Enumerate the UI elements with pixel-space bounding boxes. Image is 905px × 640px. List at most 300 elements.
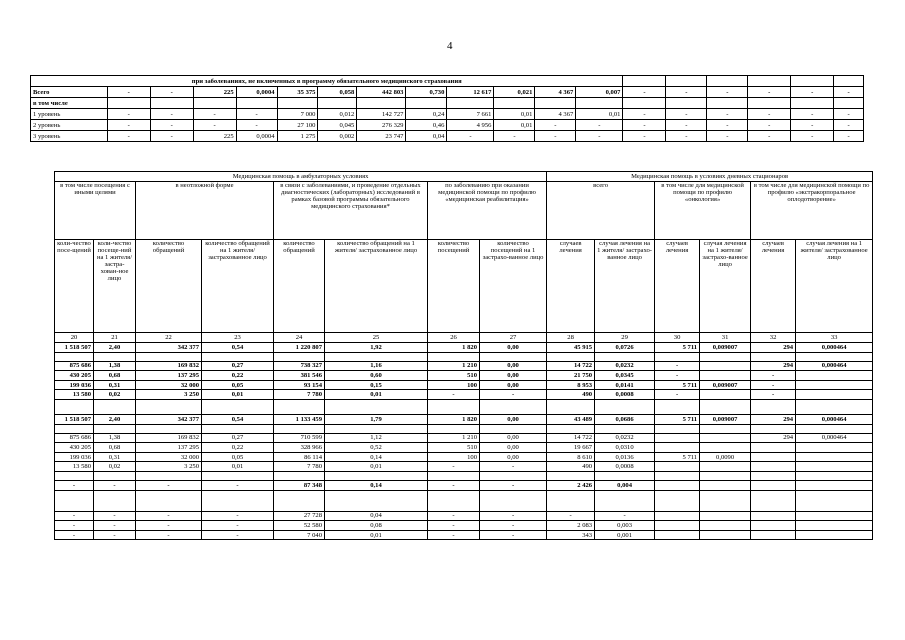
table-cell bbox=[796, 521, 873, 531]
table-cell: 19 667 bbox=[547, 443, 595, 453]
table-cell bbox=[595, 471, 655, 480]
table-cell: - bbox=[55, 480, 94, 490]
top-table-row bbox=[31, 120, 864, 131]
table-cell: - bbox=[55, 511, 94, 521]
table-cell: 875 686 bbox=[55, 433, 94, 443]
table-cell: 0,0008 bbox=[595, 462, 655, 472]
table-cell: - bbox=[576, 120, 623, 131]
table-row bbox=[55, 399, 873, 414]
table-cell bbox=[136, 352, 202, 361]
table-cell: 7 040 bbox=[274, 530, 325, 540]
column-number-row bbox=[55, 333, 873, 343]
table-cell: 0,27 bbox=[202, 361, 274, 371]
table-cell: 0,007 bbox=[576, 87, 623, 98]
table-cell: 0,004 bbox=[595, 480, 655, 490]
table-cell: 0,00 bbox=[480, 433, 547, 443]
table-cell: - bbox=[193, 109, 236, 120]
table-cell: 7 000 bbox=[277, 109, 318, 120]
table-cell: 0,02 bbox=[94, 462, 136, 472]
table-cell: - bbox=[150, 109, 193, 120]
table-cell: - bbox=[791, 109, 834, 120]
table-cell: 0,058 bbox=[318, 87, 357, 98]
table-cell: - bbox=[94, 530, 136, 540]
table-cell: - bbox=[666, 109, 707, 120]
table-row bbox=[55, 414, 873, 424]
table-cell: - bbox=[751, 390, 796, 400]
table-cell: - bbox=[136, 521, 202, 531]
table-cell: - bbox=[707, 109, 748, 120]
table-cell bbox=[791, 98, 834, 109]
table-cell: 45 915 bbox=[547, 343, 595, 353]
table-cell: - bbox=[236, 109, 277, 120]
table-cell: 0,60 bbox=[325, 371, 428, 381]
table-cell: 0,000464 bbox=[796, 414, 873, 424]
table-cell bbox=[193, 98, 236, 109]
table-cell bbox=[796, 452, 873, 462]
table-cell bbox=[325, 490, 428, 511]
table-cell: 1 133 459 bbox=[274, 414, 325, 424]
table-cell: 490 bbox=[547, 390, 595, 400]
table-cell: - bbox=[107, 131, 150, 142]
table-cell bbox=[136, 471, 202, 480]
column-header: случаев лечения bbox=[547, 240, 595, 333]
table-cell: 5 711 bbox=[655, 343, 700, 353]
table-cell: 12 617 bbox=[447, 87, 494, 98]
table-cell bbox=[796, 480, 873, 490]
table-cell bbox=[666, 98, 707, 109]
table-cell bbox=[55, 471, 94, 480]
table-cell bbox=[751, 490, 796, 511]
table-row bbox=[55, 443, 873, 453]
column-number: 31 bbox=[700, 333, 751, 343]
table-cell: 0,22 bbox=[202, 371, 274, 381]
column-header: коли-чество посеще-ний на 1 жителя/ застра-хован-ное лицо bbox=[94, 240, 136, 333]
table-cell: - bbox=[150, 87, 193, 98]
table-cell: 0,02 bbox=[94, 390, 136, 400]
table-cell: 4 956 bbox=[447, 120, 494, 131]
group-header-row bbox=[55, 172, 873, 182]
table-cell bbox=[325, 424, 428, 433]
table-cell: - bbox=[666, 87, 707, 98]
sub-header: в том числе для медицинской помощи по профилю «экстракорпоральное оплодотворение» bbox=[751, 182, 873, 240]
sub-header: по заболеванию при оказании медицинской помощи по профилю «медицинская реабилитация» bbox=[428, 182, 547, 240]
table-cell bbox=[277, 98, 318, 109]
table-cell: 0,00 bbox=[480, 380, 547, 390]
table-cell: 4 367 bbox=[535, 87, 576, 98]
table-cell bbox=[700, 424, 751, 433]
table-cell bbox=[55, 399, 94, 414]
column-header-row bbox=[55, 240, 873, 333]
table-cell bbox=[655, 471, 700, 480]
table-cell bbox=[325, 471, 428, 480]
table-cell: 1 518 507 bbox=[55, 414, 94, 424]
table-cell: 0,730 bbox=[406, 87, 447, 98]
table-cell bbox=[595, 399, 655, 414]
table-cell: 0,045 bbox=[318, 120, 357, 131]
table-cell: 0,009007 bbox=[700, 414, 751, 424]
table-cell: 1,79 bbox=[325, 414, 428, 424]
table-cell bbox=[595, 424, 655, 433]
table-cell bbox=[428, 399, 480, 414]
table-cell bbox=[107, 98, 150, 109]
table-cell bbox=[655, 443, 700, 453]
table-cell bbox=[94, 399, 136, 414]
table-cell: 328 966 bbox=[274, 443, 325, 453]
table-cell: 430 205 bbox=[55, 443, 94, 453]
table-cell bbox=[700, 462, 751, 472]
table-cell bbox=[796, 352, 873, 361]
table-cell: 199 036 bbox=[55, 452, 94, 462]
table-cell: - bbox=[107, 87, 150, 98]
table-cell: - bbox=[834, 87, 864, 98]
table-cell bbox=[55, 352, 94, 361]
table-cell: 510 bbox=[428, 443, 480, 453]
table-cell: - bbox=[193, 120, 236, 131]
table-cell: 342 377 bbox=[136, 343, 202, 353]
table-cell bbox=[751, 352, 796, 361]
table-cell bbox=[796, 490, 873, 511]
table-cell: 14 722 bbox=[547, 361, 595, 371]
table-row bbox=[55, 352, 873, 361]
table-cell: - bbox=[494, 131, 535, 142]
table-row bbox=[55, 452, 873, 462]
table-cell: 2,40 bbox=[94, 414, 136, 424]
row-label: 3 уровень bbox=[31, 131, 108, 142]
column-header: случая лечения на 1 жителя/ застрахо-ванное лицо bbox=[700, 240, 751, 333]
table-cell: 100 bbox=[428, 380, 480, 390]
table-cell bbox=[751, 511, 796, 521]
table-cell: - bbox=[623, 131, 666, 142]
column-number: 26 bbox=[428, 333, 480, 343]
table-cell bbox=[623, 98, 666, 109]
table-cell: - bbox=[55, 521, 94, 531]
table-cell bbox=[136, 424, 202, 433]
table-cell: 1,12 bbox=[325, 433, 428, 443]
table-cell: - bbox=[707, 87, 748, 98]
table-cell: - bbox=[623, 87, 666, 98]
table-cell: 0,24 bbox=[406, 109, 447, 120]
table-row bbox=[55, 511, 873, 521]
table-cell: 32 000 bbox=[136, 380, 202, 390]
table-cell bbox=[834, 98, 864, 109]
table-cell: 13 580 bbox=[55, 390, 94, 400]
table-cell: 0,009007 bbox=[700, 380, 751, 390]
table-cell: - bbox=[428, 530, 480, 540]
table-cell bbox=[655, 530, 700, 540]
table-cell: 0,000464 bbox=[796, 361, 873, 371]
table-cell: 0,01 bbox=[494, 120, 535, 131]
sub-header-row bbox=[55, 182, 873, 240]
table-cell bbox=[700, 352, 751, 361]
table-cell bbox=[700, 399, 751, 414]
table-row bbox=[55, 471, 873, 480]
table-cell: 1,16 bbox=[325, 361, 428, 371]
table-cell: 2 083 bbox=[547, 521, 595, 531]
table-cell bbox=[202, 424, 274, 433]
table-cell: 43 489 bbox=[547, 414, 595, 424]
table-cell: 1 210 bbox=[428, 433, 480, 443]
column-header: количество обращений bbox=[136, 240, 202, 333]
table-cell bbox=[751, 399, 796, 414]
table-cell: 35 375 bbox=[277, 87, 318, 98]
table-cell: - bbox=[480, 480, 547, 490]
table-cell bbox=[751, 521, 796, 531]
table-cell: 0,01 bbox=[325, 530, 428, 540]
table-cell: 1,38 bbox=[94, 361, 136, 371]
table-cell bbox=[796, 424, 873, 433]
table-cell bbox=[751, 480, 796, 490]
table-cell: 4 367 bbox=[535, 109, 576, 120]
table-cell bbox=[274, 471, 325, 480]
table-cell: - bbox=[535, 131, 576, 142]
table-cell bbox=[535, 98, 576, 109]
table-cell: 0,012 bbox=[318, 109, 357, 120]
table-cell: 430 205 bbox=[55, 371, 94, 381]
table-cell bbox=[236, 98, 277, 109]
column-header: количество обращений bbox=[274, 240, 325, 333]
table-cell: 0,000464 bbox=[796, 343, 873, 353]
table-cell: 13 580 bbox=[55, 462, 94, 472]
sub-header: в связи с заболеваниями, и проведение отдельных диагностических (лабораторных) исследований в рамках базовой программы обязательного медицинского страхования* bbox=[274, 182, 428, 240]
table-cell: - bbox=[428, 462, 480, 472]
column-header: количество посещений bbox=[428, 240, 480, 333]
table-cell bbox=[595, 352, 655, 361]
table-cell: - bbox=[751, 380, 796, 390]
column-number: 27 bbox=[480, 333, 547, 343]
table-cell: 0,52 bbox=[325, 443, 428, 453]
table-cell bbox=[751, 462, 796, 472]
table-cell: 142 727 bbox=[357, 109, 406, 120]
table-cell: - bbox=[655, 390, 700, 400]
table-row bbox=[55, 424, 873, 433]
column-header: количество обращений на 1 жителя/ застрахованное лицо bbox=[325, 240, 428, 333]
table-cell bbox=[655, 352, 700, 361]
table-cell bbox=[751, 530, 796, 540]
table-cell: 381 546 bbox=[274, 371, 325, 381]
table-cell: 0,0004 bbox=[236, 131, 277, 142]
table-cell bbox=[796, 390, 873, 400]
table-cell: 0,01 bbox=[494, 109, 535, 120]
table-cell: - bbox=[428, 390, 480, 400]
table-cell bbox=[796, 530, 873, 540]
table-cell bbox=[447, 98, 494, 109]
table-cell: 0,01 bbox=[325, 390, 428, 400]
table-cell: - bbox=[666, 131, 707, 142]
top-table-row bbox=[31, 98, 864, 109]
table-row bbox=[55, 530, 873, 540]
table-cell bbox=[428, 471, 480, 480]
page-number: 4 bbox=[447, 40, 453, 52]
table-cell bbox=[751, 443, 796, 453]
table-cell: 0,01 bbox=[325, 462, 428, 472]
table-cell: 1 275 bbox=[277, 131, 318, 142]
table-cell bbox=[480, 352, 547, 361]
table-cell: - bbox=[428, 511, 480, 521]
table-cell: - bbox=[791, 120, 834, 131]
table-cell: - bbox=[480, 521, 547, 531]
table-cell: 225 bbox=[193, 131, 236, 142]
table-cell bbox=[700, 490, 751, 511]
table-cell: 0,0090 bbox=[700, 452, 751, 462]
table-cell: 0,0008 bbox=[595, 390, 655, 400]
table-cell: 342 377 bbox=[136, 414, 202, 424]
table-cell: 0,021 bbox=[494, 87, 535, 98]
table-cell: - bbox=[707, 131, 748, 142]
table-cell bbox=[547, 399, 595, 414]
table-cell: - bbox=[150, 120, 193, 131]
table-cell: - bbox=[751, 371, 796, 381]
table-cell: 0,009007 bbox=[700, 343, 751, 353]
table-cell: 137 295 bbox=[136, 371, 202, 381]
table-cell bbox=[700, 480, 751, 490]
table-cell: 0,14 bbox=[325, 480, 428, 490]
row-label: Всего bbox=[31, 87, 108, 98]
table-cell: - bbox=[428, 480, 480, 490]
table-cell bbox=[700, 390, 751, 400]
table-cell: - bbox=[107, 109, 150, 120]
table-cell: - bbox=[791, 87, 834, 98]
table-cell bbox=[136, 399, 202, 414]
table-cell bbox=[700, 433, 751, 443]
column-number: 22 bbox=[136, 333, 202, 343]
table-row bbox=[55, 462, 873, 472]
table-cell: - bbox=[480, 462, 547, 472]
sub-header: в неотложной форме bbox=[136, 182, 274, 240]
table-cell: 0,27 bbox=[202, 433, 274, 443]
table-cell bbox=[547, 490, 595, 511]
sub-header: в том числе посещения с иными целями bbox=[55, 182, 136, 240]
table-cell: - bbox=[748, 109, 791, 120]
table-cell bbox=[274, 352, 325, 361]
table-cell bbox=[655, 433, 700, 443]
table-cell bbox=[480, 490, 547, 511]
table-cell: 1 820 bbox=[428, 414, 480, 424]
table-cell: - bbox=[94, 521, 136, 531]
table-cell: 510 bbox=[428, 371, 480, 381]
table-cell: 86 114 bbox=[274, 452, 325, 462]
table-cell: 27 100 bbox=[277, 120, 318, 131]
table-cell: 7 780 bbox=[274, 390, 325, 400]
table-cell: - bbox=[202, 521, 274, 531]
column-header: случаев лечения bbox=[655, 240, 700, 333]
table-cell: - bbox=[791, 131, 834, 142]
table-cell: - bbox=[595, 511, 655, 521]
table-cell bbox=[202, 471, 274, 480]
table-cell bbox=[655, 521, 700, 531]
column-number: 32 bbox=[751, 333, 796, 343]
table-cell: - bbox=[94, 511, 136, 521]
column-number: 21 bbox=[94, 333, 136, 343]
table-cell: 0,01 bbox=[202, 390, 274, 400]
table-cell bbox=[700, 471, 751, 480]
table-cell: 0,00 bbox=[480, 343, 547, 353]
column-number: 25 bbox=[325, 333, 428, 343]
row-label: в том числе bbox=[31, 98, 108, 109]
table-cell: 32 000 bbox=[136, 452, 202, 462]
table-cell: 0,0004 bbox=[236, 87, 277, 98]
table-cell: - bbox=[136, 480, 202, 490]
table-cell bbox=[751, 471, 796, 480]
sub-header: в том числе для медицинской помощи по профилю «онкология» bbox=[655, 182, 751, 240]
table-cell: - bbox=[576, 131, 623, 142]
table-cell bbox=[494, 98, 535, 109]
table-cell: - bbox=[655, 361, 700, 371]
table-cell bbox=[796, 462, 873, 472]
table-cell: - bbox=[535, 120, 576, 131]
column-number: 30 bbox=[655, 333, 700, 343]
table-cell: - bbox=[136, 530, 202, 540]
table-cell: 294 bbox=[751, 414, 796, 424]
table-cell bbox=[318, 98, 357, 109]
table-cell: - bbox=[202, 480, 274, 490]
table-cell bbox=[707, 98, 748, 109]
table-cell: 343 bbox=[547, 530, 595, 540]
table-cell: 0,003 bbox=[595, 521, 655, 531]
column-number: 24 bbox=[274, 333, 325, 343]
table-row bbox=[55, 433, 873, 443]
table-cell: 0,002 bbox=[318, 131, 357, 142]
table-cell: 169 832 bbox=[136, 361, 202, 371]
table-cell: 1,92 bbox=[325, 343, 428, 353]
table-cell: 294 bbox=[751, 433, 796, 443]
table-cell: 0,0345 bbox=[595, 371, 655, 381]
table-cell bbox=[547, 424, 595, 433]
table-cell: 0,0232 bbox=[595, 433, 655, 443]
table-cell: 2,40 bbox=[94, 343, 136, 353]
column-number: 23 bbox=[202, 333, 274, 343]
table-cell bbox=[274, 424, 325, 433]
table-cell: 27 728 bbox=[274, 511, 325, 521]
table-cell bbox=[136, 490, 202, 511]
table-cell bbox=[274, 490, 325, 511]
table-cell bbox=[202, 490, 274, 511]
table-cell: - bbox=[136, 511, 202, 521]
table-cell: 1,38 bbox=[94, 433, 136, 443]
table-cell: - bbox=[236, 120, 277, 131]
table-cell: 0,15 bbox=[325, 380, 428, 390]
table-cell: 87 348 bbox=[274, 480, 325, 490]
table-cell: 1 210 bbox=[428, 361, 480, 371]
table-cell: 199 036 bbox=[55, 380, 94, 390]
table-cell: - bbox=[480, 390, 547, 400]
table-cell: - bbox=[107, 120, 150, 131]
table-cell: 0,000464 bbox=[796, 433, 873, 443]
table-cell bbox=[325, 399, 428, 414]
table-cell: 0,31 bbox=[94, 452, 136, 462]
table-cell: 1 220 807 bbox=[274, 343, 325, 353]
column-number: 33 bbox=[796, 333, 873, 343]
column-header: количество обращений на 1 жителя/ застрахованное лицо bbox=[202, 240, 274, 333]
table-cell: 0,0310 bbox=[595, 443, 655, 453]
column-header: коли-чество посе-щений bbox=[55, 240, 94, 333]
top-table-row bbox=[31, 131, 864, 142]
table-cell: 0,22 bbox=[202, 443, 274, 453]
table-cell: 0,001 bbox=[595, 530, 655, 540]
table-cell: 5 711 bbox=[655, 380, 700, 390]
table-cell: 0,00 bbox=[480, 361, 547, 371]
table-cell: 490 bbox=[547, 462, 595, 472]
table-cell: 0,05 bbox=[202, 452, 274, 462]
table-cell: 0,46 bbox=[406, 120, 447, 131]
table-cell bbox=[202, 352, 274, 361]
table-cell: 0,68 bbox=[94, 443, 136, 453]
table-cell bbox=[700, 361, 751, 371]
table-cell: - bbox=[748, 131, 791, 142]
table-cell bbox=[428, 352, 480, 361]
table-cell bbox=[751, 424, 796, 433]
table-cell: 1 518 507 bbox=[55, 343, 94, 353]
table-cell bbox=[655, 480, 700, 490]
